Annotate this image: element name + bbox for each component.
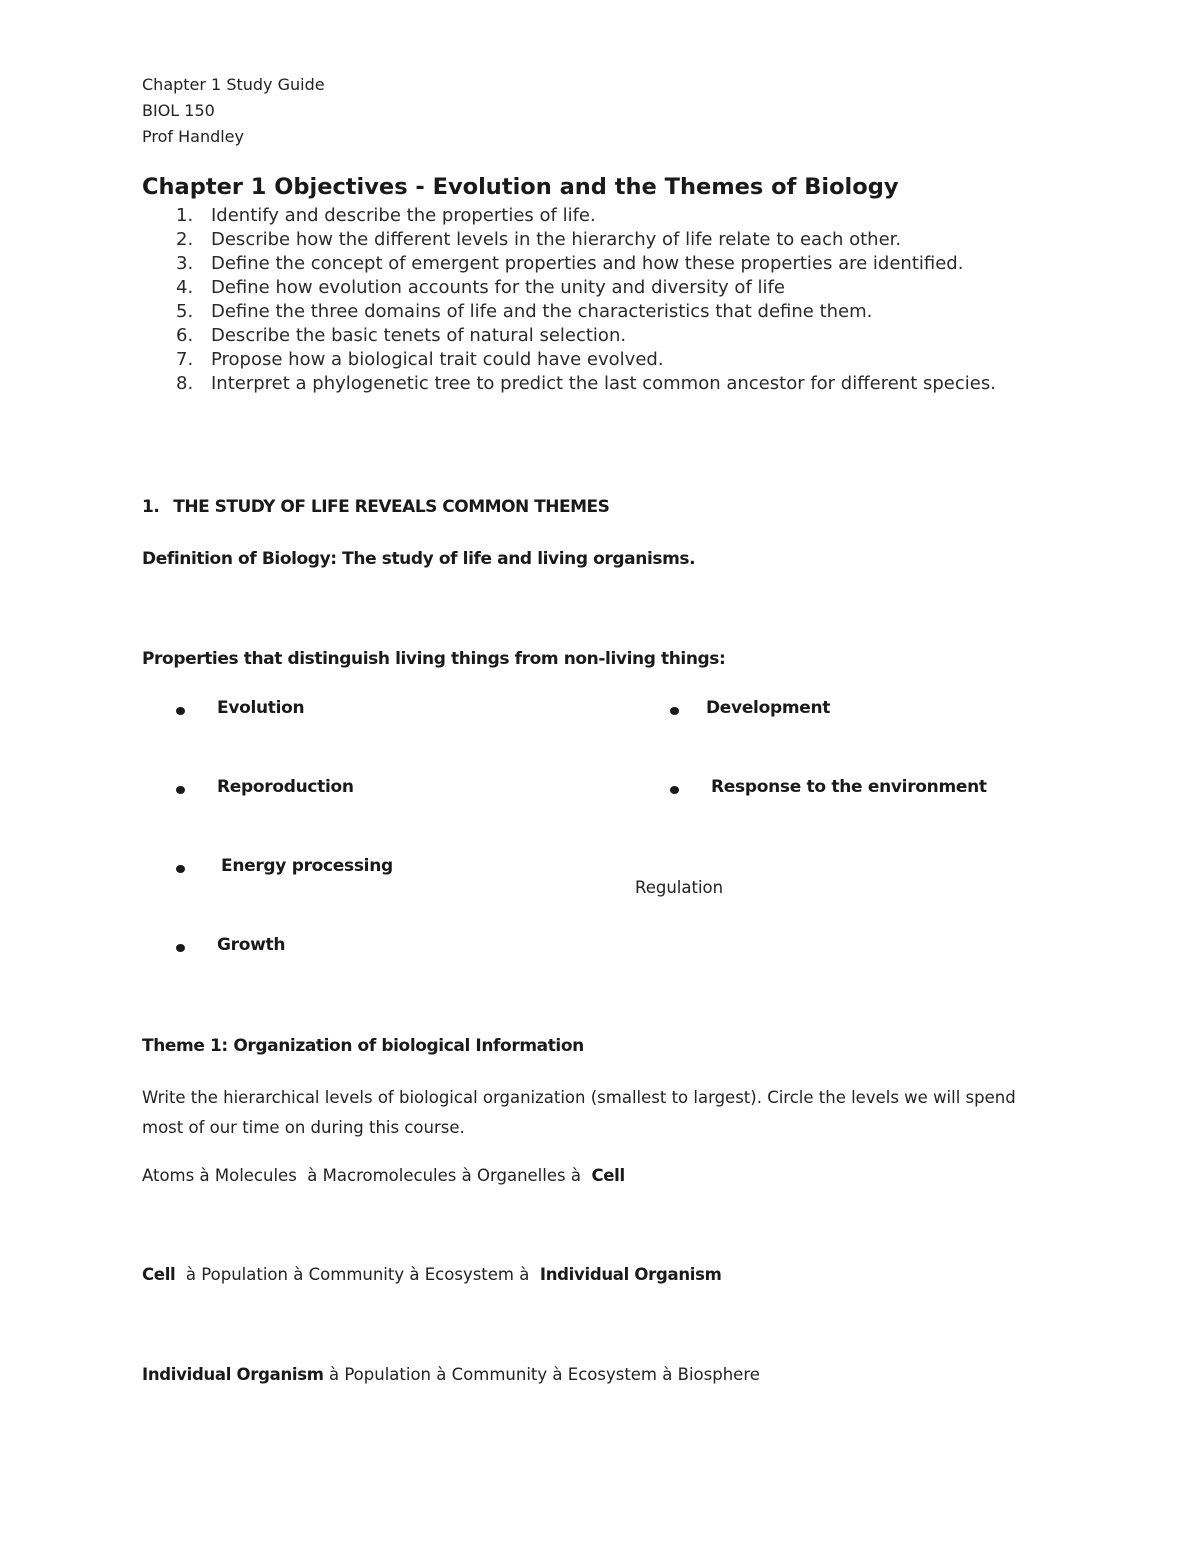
level-label: Community (308, 1265, 405, 1284)
arrow-icon: à (461, 1166, 472, 1185)
objective-item (142, 348, 1042, 372)
course-code: BIOL 150 (142, 101, 215, 120)
level-label-bold: Cell (591, 1166, 625, 1185)
properties-heading: Properties that distinguish living things from non-living things: (142, 649, 726, 669)
objective-number: 8. (176, 373, 194, 394)
objective-number: 3. (176, 253, 194, 274)
property-label: Reporoduction (217, 777, 354, 797)
bullet-icon (176, 786, 185, 794)
hierarchy-chain-2 (142, 1265, 722, 1284)
objective-item (142, 324, 1042, 348)
property-bullet (176, 777, 354, 797)
property-label: Energy processing (221, 856, 393, 876)
objective-item (142, 252, 1042, 276)
section-heading (142, 497, 609, 517)
arrow-icon: à (570, 1166, 581, 1185)
bullet-icon (176, 944, 185, 952)
objective-item (142, 372, 1042, 396)
level-label: Ecosystem (567, 1365, 658, 1384)
theme1-heading: Theme 1: Organization of biological Information (142, 1036, 584, 1056)
property-bullet (176, 698, 304, 718)
property-bullet (670, 698, 830, 718)
level-label-bold: Individual Organism (539, 1265, 722, 1284)
objective-text: Define the three domains of life and the characteristics that define them. (211, 301, 873, 322)
biology-definition: Definition of Biology: The study of life and living organisms. (142, 549, 696, 569)
level-label-bold: Cell (142, 1265, 176, 1284)
objective-item (142, 300, 1042, 324)
professor-name: Prof Handley (142, 127, 244, 146)
level-label: Organelles (477, 1166, 566, 1185)
level-label-bold: Individual Organism (142, 1365, 324, 1384)
hierarchy-chain-3 (142, 1365, 760, 1384)
level-label: Community (451, 1365, 548, 1384)
property-bullet (670, 777, 987, 797)
theme1-instructions: Write the hierarchical levels of biological organization (smallest to largest). Circle the levels we will spend most of our time on during this course. (142, 1088, 1016, 1137)
objective-item (142, 276, 1042, 300)
property-label: Development (706, 698, 831, 718)
objective-text: Propose how a biological trait could have evolved. (211, 349, 664, 370)
arrow-icon: à (293, 1265, 304, 1284)
hierarchy-chain-1 (142, 1166, 625, 1185)
property-label: Response to the environment (711, 777, 987, 797)
objective-number: 5. (176, 301, 194, 322)
level-label: Molecules (214, 1166, 297, 1185)
property-bullet (176, 935, 285, 955)
objective-text: Describe how the different levels in the hierarchy of life relate to each other. (211, 229, 902, 250)
section-title: THE STUDY OF LIFE REVEALS COMMON THEMES (173, 497, 610, 517)
arrow-icon: à (436, 1365, 447, 1384)
course-title: Chapter 1 Study Guide (142, 75, 325, 94)
bullet-icon (176, 707, 185, 715)
objective-number: 4. (176, 277, 194, 298)
objectives-list (142, 204, 1042, 396)
objective-number: 2. (176, 229, 194, 250)
level-label: Atoms (142, 1166, 195, 1185)
objective-text: Define the concept of emergent properties and how these properties are identified. (211, 253, 964, 274)
arrow-icon: à (519, 1265, 530, 1284)
arrow-icon: à (662, 1365, 673, 1384)
arrow-icon: à (552, 1365, 563, 1384)
objectives-title: Chapter 1 Objectives - Evolution and the Themes of Biology (142, 174, 899, 200)
regulation-answer: Regulation (635, 878, 724, 897)
objective-number: 7. (176, 349, 194, 370)
objective-number: 6. (176, 325, 194, 346)
bullet-icon (176, 865, 185, 873)
arrow-icon: à (199, 1166, 210, 1185)
objective-text: Describe the basic tenets of natural selection. (211, 325, 627, 346)
level-label: Population (344, 1365, 432, 1384)
property-bullet (176, 856, 393, 876)
level-label: Biosphere (677, 1365, 760, 1384)
property-label: Evolution (217, 698, 305, 718)
arrow-icon: à (307, 1166, 318, 1185)
objective-text: Interpret a phylogenetic tree to predict the last common ancestor for different species. (211, 373, 996, 394)
section-number: 1. (142, 497, 160, 517)
arrow-icon: à (328, 1365, 340, 1384)
arrow-icon: à (409, 1265, 420, 1284)
property-label: Growth (217, 935, 286, 955)
objective-text: Define how evolution accounts for the unity and diversity of life (211, 277, 785, 298)
objective-number: 1. (176, 205, 194, 226)
level-label: Ecosystem (424, 1265, 514, 1284)
objective-item (142, 204, 1042, 228)
bullet-icon (670, 707, 679, 715)
level-label: Macromolecules (322, 1166, 457, 1185)
objective-text: Identify and describe the properties of life. (211, 205, 596, 226)
bullet-icon (670, 786, 679, 794)
arrow-icon: à (185, 1265, 197, 1284)
level-label: Population (201, 1265, 288, 1284)
objective-item (142, 228, 1042, 252)
